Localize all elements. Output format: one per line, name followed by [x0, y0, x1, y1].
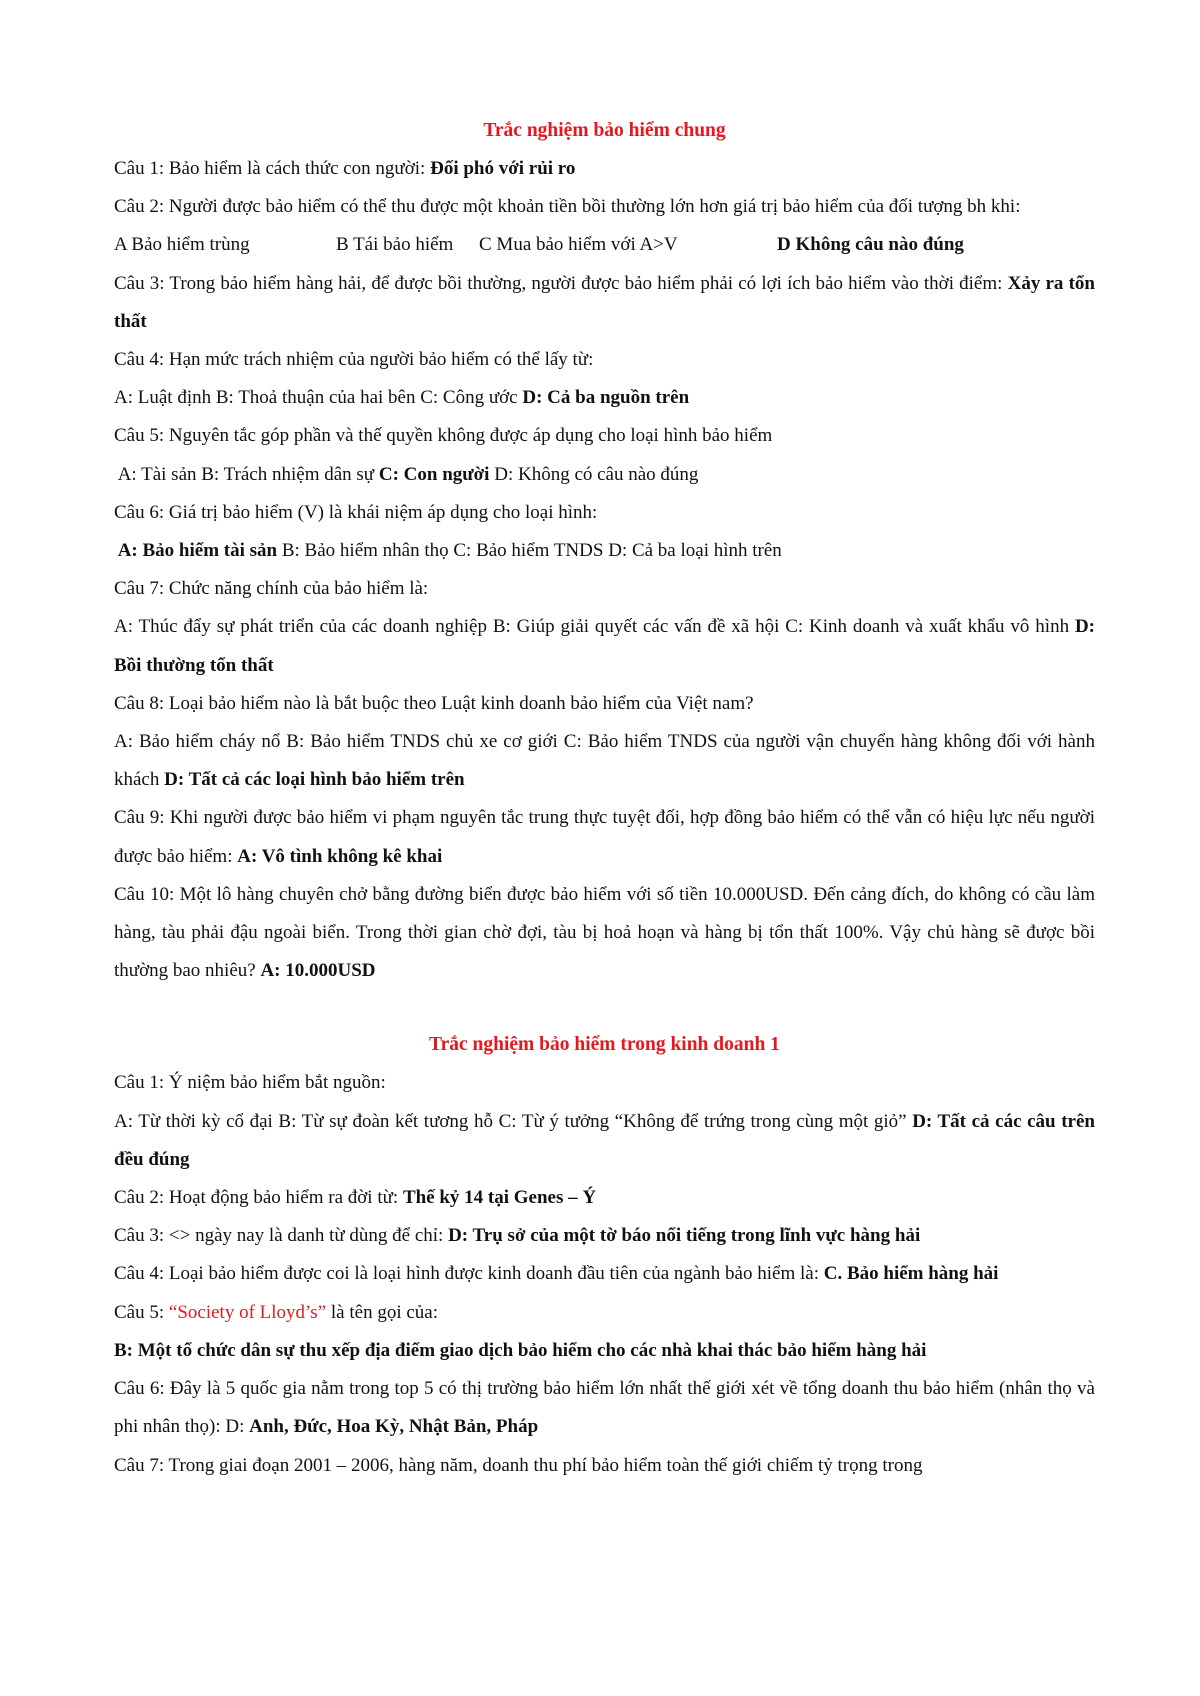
answer: Đối phó với rủi ro	[430, 158, 576, 179]
question-5: Câu 5: Nguyên tắc góp phần và thế quyền không được áp dụng cho loại hình bảo hiểm	[114, 425, 773, 447]
s2-question-7: Câu 7: Trong giai đoạn 2001 – 2006, hàng năm, doanh thu phí bảo hiểm toàn thế giới chiếm tỷ trọng trong	[114, 1454, 923, 1476]
question-text: Câu 6: Đây là 5 quốc gia nằm trong top 5 có thị trường bảo hiểm lớn nhất thế giới xét về tổng doanh thu bảo hiểm (nhân thọ và phi nhân thọ): D:	[114, 1378, 1095, 1438]
options-text: A: Từ thời kỳ cổ đại B: Từ sự đoàn kết tương hỗ C: Từ ý tưởng “Không để trứng trong cùng một giỏ”	[114, 1110, 913, 1132]
options-before: A: Tài sản B: Trách nhiệm dân sự	[114, 463, 379, 485]
s2-question-3	[114, 1217, 1095, 1255]
answer: Xảy ra tổn thất	[114, 272, 1095, 332]
question-6-options	[114, 532, 1095, 570]
question-5-options	[114, 456, 1095, 494]
options-text: A: Bảo hiểm cháy nổ B: Bảo hiểm TNDS chủ xe cơ giới C: Bảo hiểm TNDS của người vận chuyển hàng không đối với hành khách	[114, 731, 1095, 791]
answer: D: Bồi thường tổn thất	[114, 616, 1095, 676]
section-2-title: Trắc nghiệm bảo hiểm trong kinh doanh 1	[429, 1034, 780, 1056]
question-6: Câu 6: Giá trị bảo hiểm (V) là khái niệm áp dụng cho loại hình:	[114, 501, 598, 523]
question-9	[114, 799, 1095, 875]
answer: Anh, Đức, Hoa Kỳ, Nhật Bản, Pháp	[249, 1416, 539, 1438]
answer: A: Vô tình không kê khai	[237, 845, 443, 867]
answer: D: Trụ sở của một tờ báo nổi tiếng trong lĩnh vực hàng hải	[448, 1225, 921, 1247]
question-8: Câu 8: Loại bảo hiểm nào là bắt buộc theo Luật kinh doanh bảo hiểm của Việt nam?	[114, 692, 754, 714]
question-8-options	[114, 723, 1095, 799]
s2-question-2	[114, 1179, 1095, 1217]
question-text: Câu 1: Bảo hiểm là cách thức con người:	[114, 158, 431, 179]
option-a: A Bảo hiểm trùng	[114, 234, 250, 256]
question-prefix: Câu 5:	[114, 1301, 169, 1323]
question-3	[114, 265, 1095, 341]
question-text: Câu 9: Khi người được bảo hiểm vi phạm nguyên tắc trung thực tuyệt đối, hợp đồng bảo hiểm có thể vẫn có hiệu lực nếu người được bảo hiểm:	[114, 807, 1095, 867]
question-text: Câu 4: Loại bảo hiểm được coi là loại hình được kinh doanh đầu tiên của ngành bảo hiểm là:	[114, 1263, 824, 1285]
question-4-options	[114, 379, 1095, 417]
answer: D: Cả ba nguồn trên	[522, 387, 690, 409]
option-c: C Mua bảo hiểm với A>V	[479, 234, 678, 256]
options-after: B: Bảo hiểm nhân thọ C: Bảo hiểm TNDS D: Cả ba loại hình trên	[277, 540, 782, 562]
question-text: Câu 3: Trong bảo hiểm hàng hải, để được bồi thường, người được bảo hiểm phải có lợi ích bảo hiểm vào thời điểm:	[114, 272, 1008, 294]
s2-question-1: Câu 1: Ý niệm bảo hiểm bắt nguồn:	[114, 1072, 386, 1094]
question-text: Câu 3: <> ngày nay là danh từ dùng để chỉ:	[114, 1225, 449, 1247]
answer: D: Tất cả các loại hình bảo hiểm trên	[164, 769, 465, 791]
answer: Thế kỷ 14 tại Genes – Ý	[402, 1187, 597, 1209]
question-suffix: là tên gọi của:	[326, 1301, 438, 1323]
question-4: Câu 4: Hạn mức trách nhiệm của người bảo hiểm có thể lấy từ:	[114, 349, 594, 371]
question-text: Câu 10: Một lô hàng chuyên chở bằng đường biển được bảo hiểm với số tiền 10.000USD. Đến cảng đích, do không có cầu làm hàng, tàu phải đậu ngoài biển. Trong thời gian chờ đợi, tàu bị hoả hoạn và hàng bị tổn thất 100%. Vậy chủ hàng sẽ được bồi thường bao nhiêu?	[114, 883, 1095, 982]
s2-question-1-options	[114, 1103, 1095, 1179]
question-10	[114, 876, 1095, 991]
answer: B: Một tổ chức dân sự thu xếp địa điểm giao dịch bảo hiểm cho các nhà khai thác bảo hiểm hàng hải	[114, 1339, 927, 1361]
options-after: D: Không có câu nào đúng	[489, 463, 699, 485]
section-1-title: Trắc nghiệm bảo hiểm chung	[483, 120, 726, 141]
answer: A: Bảo hiểm tài sản	[114, 540, 278, 562]
answer: C: Con người	[378, 463, 490, 485]
question-2-options	[114, 226, 1095, 264]
answer: C. Bảo hiểm hàng hải	[823, 1263, 999, 1285]
highlight-term: “Society of Lloyd’s”	[168, 1301, 327, 1323]
question-7: Câu 7: Chức năng chính của bảo hiểm là:	[114, 578, 429, 600]
options-text: A: Thúc đẩy sự phát triển của các doanh nghiệp B: Giúp giải quyết các vấn đề xã hội C: Kinh doanh và xuất khẩu vô hình	[114, 616, 1075, 638]
answer: A: 10.000USD	[260, 960, 376, 982]
option-b: B Tái bảo hiểm	[336, 234, 454, 256]
question-1	[114, 150, 1095, 188]
answer: D Không câu nào đúng	[777, 234, 964, 256]
s2-question-5-answer	[114, 1332, 1095, 1370]
question-2: Câu 2: Người được bảo hiểm có thể thu được một khoản tiền bồi thường lớn hơn giá trị bảo hiểm của đối tượng bh khi:	[114, 196, 1021, 218]
question-7-options	[114, 608, 1095, 684]
options-text: A: Luật định B: Thoả thuận của hai bên C: Công ước	[114, 387, 523, 409]
answer: D: Tất cả các câu trên đều đúng	[114, 1110, 1095, 1170]
s2-question-5	[114, 1294, 1095, 1332]
s2-question-6	[114, 1370, 1095, 1446]
s2-question-4	[114, 1255, 1095, 1293]
question-text: Câu 2: Hoạt động bảo hiểm ra đời từ:	[114, 1187, 403, 1209]
